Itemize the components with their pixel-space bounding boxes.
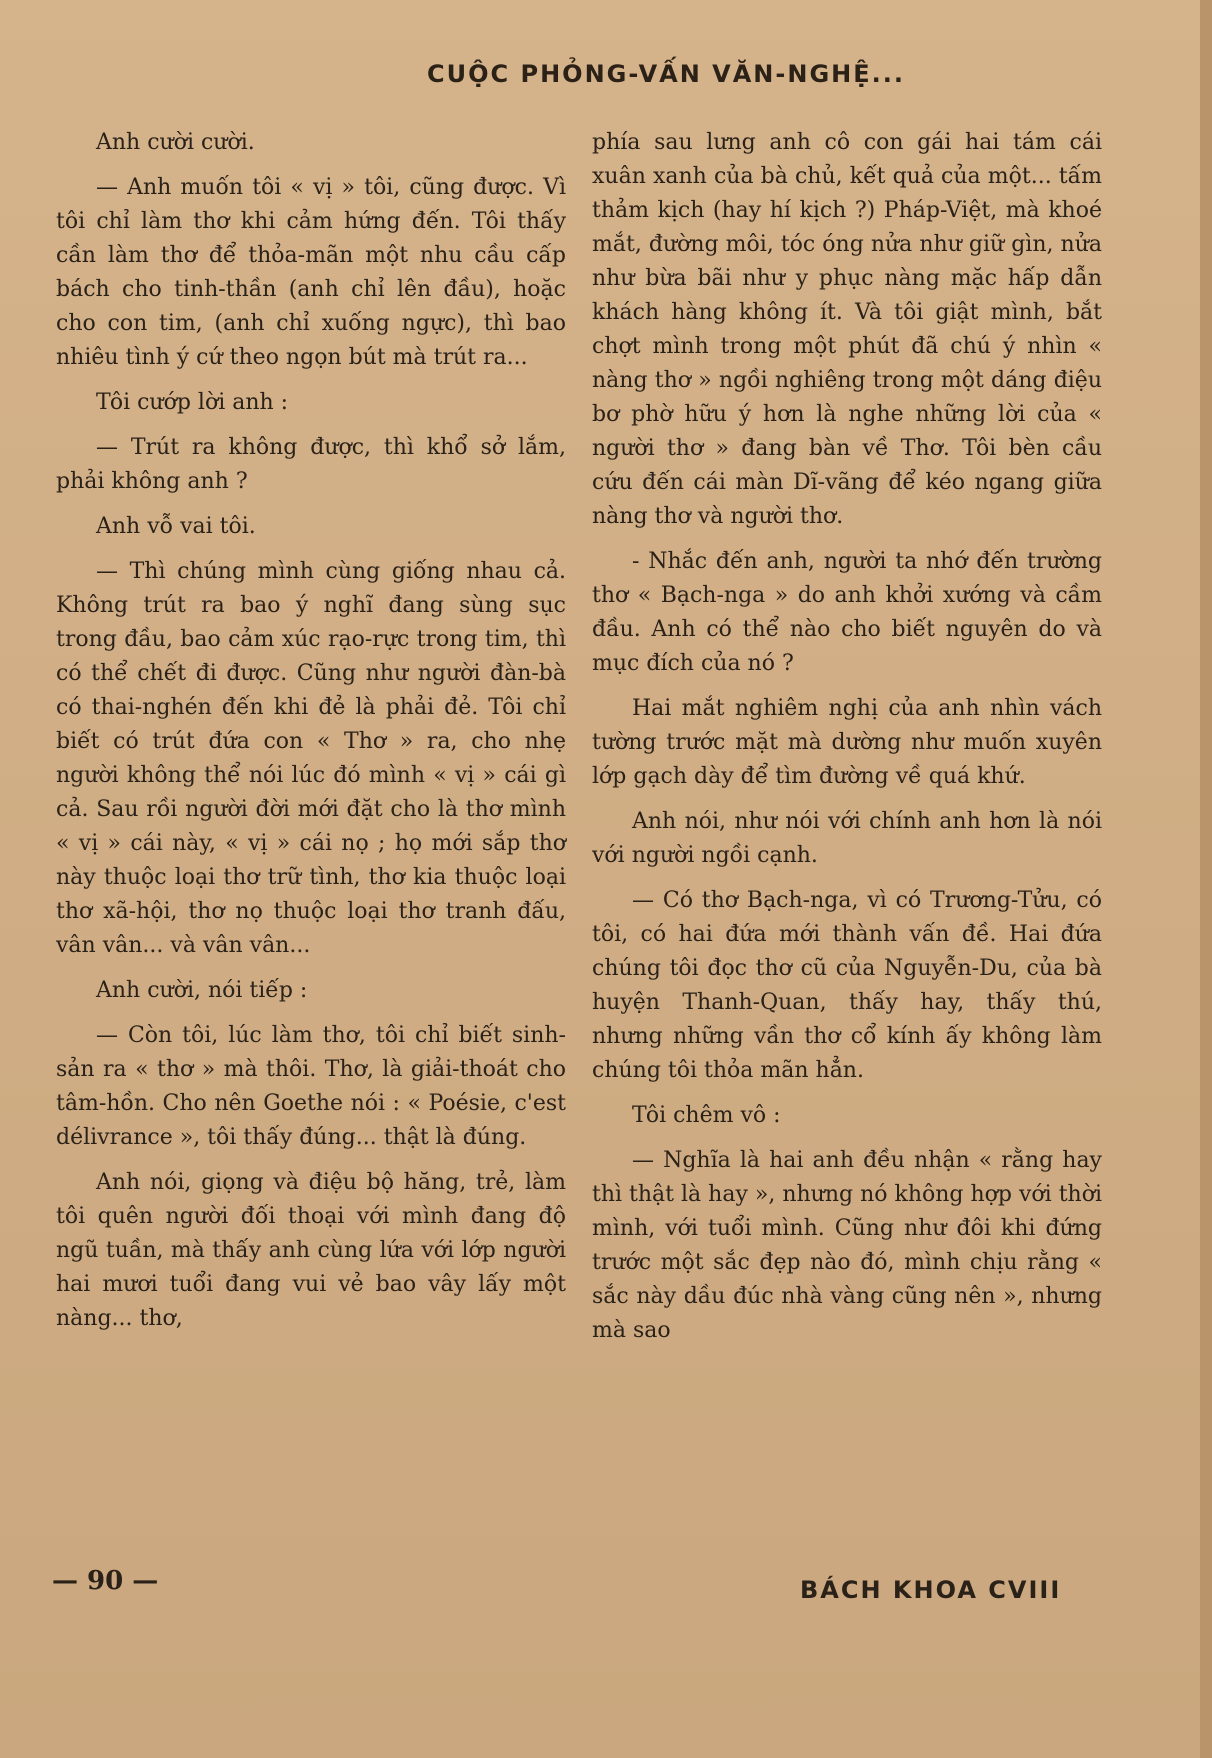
page-number: — 90 — <box>52 1566 159 1596</box>
paragraph: Anh nói, giọng và điệu bộ hăng, trẻ, làm tôi quên người đối thoại với mình đang độ ngũ tuần, mà thấy anh cùng lứa với lớp người hai mươi tuổi đang vui vẻ bao vây lấy một nàng... thơ, <box>56 1170 566 1331</box>
paragraph: Anh cười, nói tiếp : <box>96 978 308 1003</box>
paragraph: Anh nói, như nói với chính anh hơn là nói với người ngồi cạnh. <box>592 809 1102 868</box>
left-column <box>56 126 566 1347</box>
paragraph: Tôi chêm vô : <box>632 1103 781 1128</box>
paragraph-continued: phía sau lưng anh cô con gái hai tám cái xuân xanh của bà chủ, kết quả của một... tấm thảm kịch (hay hí kịch ?) Pháp-Việt, mà khoé mắt, đường môi, tóc óng nửa như giữ gìn, nửa như bừa bãi như y phục nàng mặc hấp dẫn khách hàng không ít. Và tôi giật mình, bắt chợt mình trong một phút đã chú ý nhìn « nàng thơ » ngồi nghiêng trong một dáng điệu bơ phờ hữu ý hơn là nghe những lời của « người thơ » đang bàn về Thơ. Tôi bèn cầu cứu đến cái màn Dĩ-vãng để kéo ngang giữa nàng thơ và người thơ. <box>592 130 1102 529</box>
paragraph: Anh cười cười. <box>96 130 255 155</box>
journal-name: BÁCH KHOA CVIII <box>800 1576 1062 1604</box>
right-column <box>592 126 1102 1359</box>
paragraph: - Nhắc đến anh, người ta nhớ đến trường thơ « Bạch-nga » do anh khởi xướng và cầm đầu. Anh có thể nào cho biết nguyên do và mục đích của nó ? <box>592 549 1102 676</box>
paragraph: — Trút ra không được, thì khổ sở lắm, phải không anh ? <box>56 435 566 494</box>
paragraph: — Thì chúng mình cùng giống nhau cả. Không trút ra bao ý nghĩ đang sùng sục trong đầu, bao cảm xúc rạo-rực trong tim, thì có thể chết đi được. Cũng như người đàn-bà có thai-nghén đến khi đẻ là phải đẻ. Tôi chỉ biết có trút đứa con « Thơ » ra, cho nhẹ người không thể nói lúc đó mình « vị » cái gì cả. Sau rồi người đời mới đặt cho là thơ mình « vị » cái này, « vị » cái nọ ; họ mới sắp thơ này thuộc loại thơ trữ tình, thơ kia thuộc loại thơ xã-hội, thơ nọ thuộc loại thơ tranh đấu, vân vân... và vân vân... <box>56 559 566 958</box>
paragraph: Anh vỗ vai tôi. <box>96 514 256 539</box>
paragraph: — Có thơ Bạch-nga, vì có Trương-Tửu, có tôi, có hai đứa mới thành vấn đề. Hai đứa chúng tôi đọc thơ cũ của Nguyễn-Du, của bà huyện Thanh-Quan, thấy hay, thấy thú, nhưng những vần thơ cổ kính ấy không làm chúng tôi thỏa mãn hẳn. <box>592 888 1102 1083</box>
paragraph: Hai mắt nghiêm nghị của anh nhìn vách tường trước mặt mà dường như muốn xuyên lớp gạch dày để tìm đường về quá khứ. <box>592 696 1102 789</box>
paragraph: — Còn tôi, lúc làm thơ, tôi chỉ biết sinh-sản ra « thơ » mà thôi. Thơ, là giải-thoát cho tâm-hồn. Cho nên Goethe nói : « Poésie, c'est délivrance », tôi thấy đúng... thật là đúng. <box>56 1023 566 1150</box>
paragraph: Tôi cướp lời anh : <box>96 390 289 415</box>
running-head: CUỘC PHỎNG-VẤN VĂN-NGHỆ... <box>427 60 905 88</box>
paragraph: — Anh muốn tôi « vị » tôi, cũng được. Vì tôi chỉ làm thơ khi cảm hứng đến. Tôi thấy cần làm thơ để thỏa-mãn một nhu cầu cấp bách cho tinh-thần (anh chỉ lên đầu), hoặc cho con tim, (anh chỉ xuống ngực), thì bao nhiêu tình ý cứ theo ngọn bút mà trút ra... <box>56 175 566 370</box>
paragraph: — Nghĩa là hai anh đều nhận « rằng hay thì thật là hay », nhưng nó không hợp với thời mình, với tuổi mình. Cũng như đôi khi đứng trước một sắc đẹp nào đó, mình chịu rằng « sắc này dầu đúc nhà vàng cũng nên », nhưng mà sao <box>592 1148 1102 1343</box>
